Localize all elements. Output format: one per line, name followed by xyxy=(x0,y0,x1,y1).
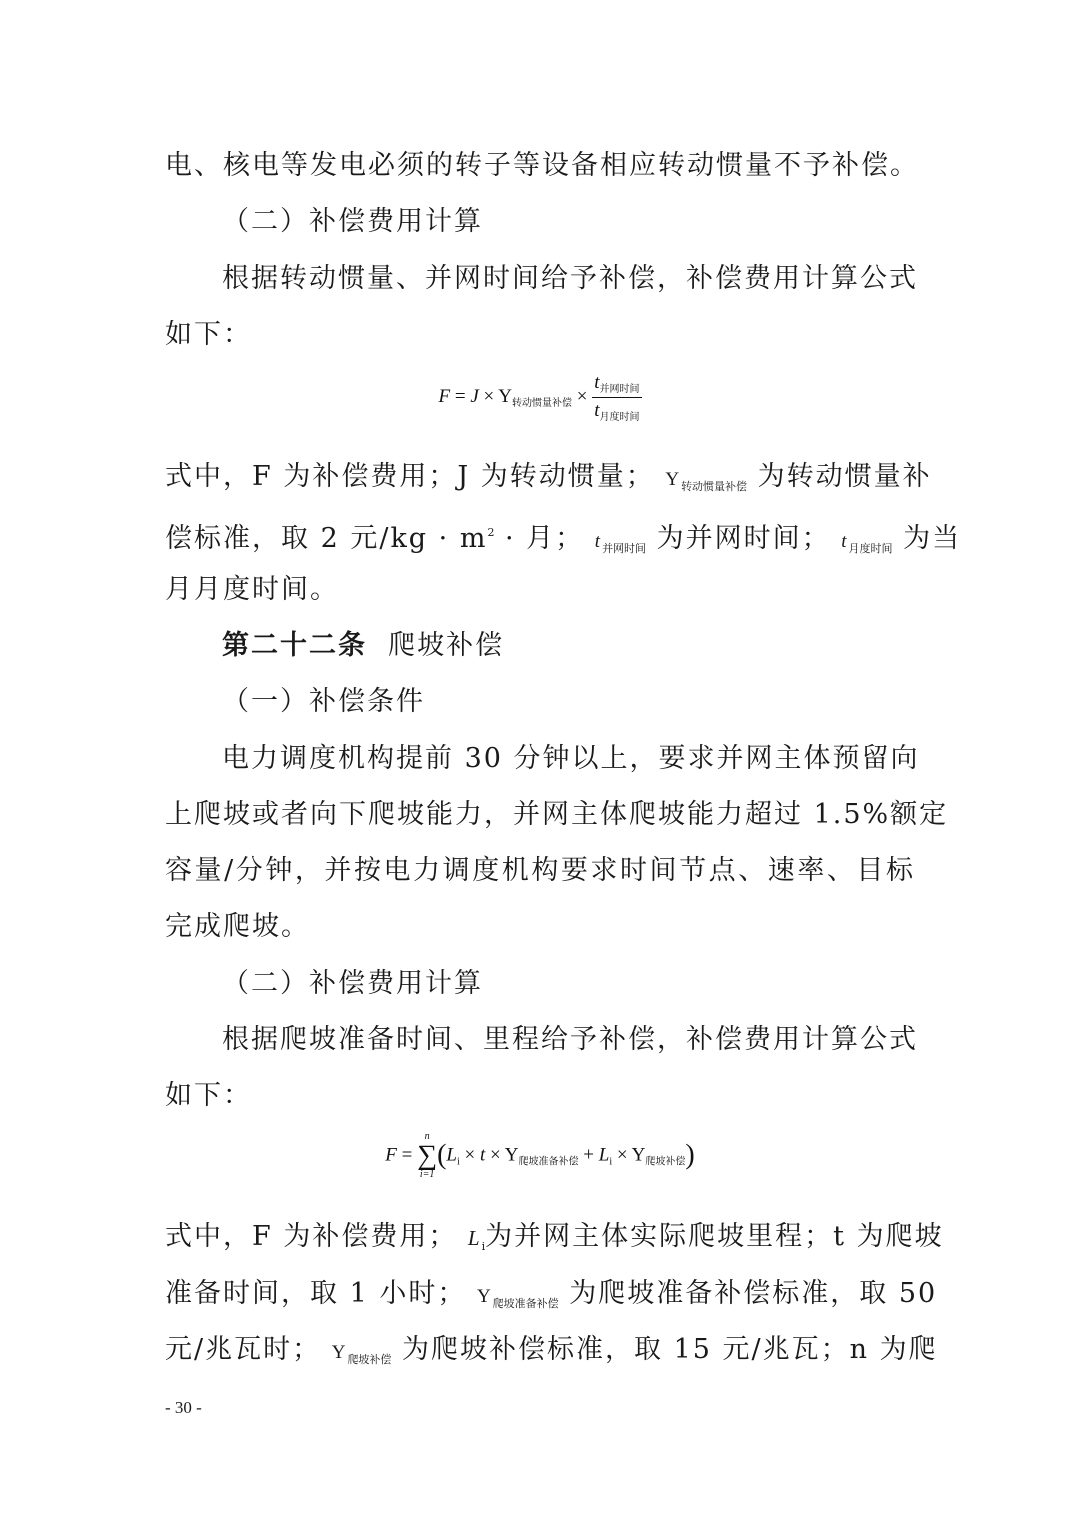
sigma-symbol: ∑ xyxy=(417,1140,438,1171)
superscript: 2 xyxy=(487,526,495,539)
formula-subscript: 转动惯量补偿 xyxy=(681,480,748,493)
formula-symbol: L xyxy=(598,1144,610,1166)
formula-operator: × xyxy=(459,1144,480,1166)
text-run: 元/兆瓦时； xyxy=(165,1334,322,1365)
formula-operator: × xyxy=(485,1144,505,1166)
text-run: · 月； xyxy=(494,523,585,554)
formula-fraction xyxy=(592,372,641,423)
formula-symbol: Y xyxy=(665,469,682,490)
formula-operator: + xyxy=(578,1144,599,1166)
text-run: 为爬坡准备补偿标准，取 50 xyxy=(569,1278,938,1309)
formula-symbol: t xyxy=(594,372,600,393)
paragraph-line xyxy=(165,515,962,567)
formula-subscript: 爬坡准备补偿 xyxy=(492,1297,559,1310)
formula-symbol: Y xyxy=(498,385,512,407)
formula-subscript: 月度时间 xyxy=(848,542,893,555)
text-run: 式中，F 为补偿费用； xyxy=(165,1221,458,1252)
paragraph-line: 根据转动惯量、并网时间给予补偿，补偿费用计算公式 xyxy=(222,263,918,294)
sum-upper-limit: n xyxy=(424,1131,430,1142)
section-heading: （二）补偿费用计算 xyxy=(222,968,483,999)
formula-operator: = xyxy=(396,1144,418,1166)
formula-symbol: t xyxy=(480,1144,486,1166)
formula-subscript: 月度时间 xyxy=(599,412,640,423)
section-heading: （二）补偿费用计算 xyxy=(222,206,483,237)
text-run: 偿标准，取 2 元/kg · m xyxy=(165,523,488,554)
text-run: 为并网主体实际爬坡里程；t 为爬坡 xyxy=(485,1221,944,1252)
formula-symbol: J xyxy=(470,385,479,407)
formula-subscript: i xyxy=(481,1240,486,1253)
paragraph-line xyxy=(165,1219,944,1265)
formula-symbol: t xyxy=(594,531,603,552)
text-run: 为转动惯量补 xyxy=(757,461,932,492)
formula-paren: ) xyxy=(685,1139,695,1171)
formula-symbol: L xyxy=(467,1226,482,1250)
formula-operator: × xyxy=(572,385,593,407)
formula-subscript: 并网时间 xyxy=(602,542,647,555)
formula-symbol: Y xyxy=(476,1286,493,1307)
paragraph-line: 电力调度机构提前 30 分钟以上，要求并网主体预留向 xyxy=(222,743,920,774)
formula-operator: = xyxy=(450,385,471,407)
paragraph-line: 月月度时间。 xyxy=(165,574,339,605)
text-run: 为当 xyxy=(903,523,962,554)
formula-subscript: 爬坡补偿 xyxy=(645,1156,686,1168)
formula-subscript: 爬坡准备补偿 xyxy=(518,1156,579,1168)
paragraph-line: 容量/分钟，并按电力调度机构要求时间节点、速率、目标 xyxy=(165,855,915,886)
formula-symbol: Y xyxy=(504,1144,519,1166)
formula-subscript: 爬坡补偿 xyxy=(347,1353,392,1366)
section-heading: （一）补偿条件 xyxy=(222,686,425,717)
formula-ramping xyxy=(0,1132,1080,1180)
text-run: 为爬坡补偿标准，取 15 元/兆瓦；n 为爬 xyxy=(402,1334,938,1365)
paragraph-line: 完成爬坡。 xyxy=(165,911,310,942)
text-run: 准备时间，取 1 小时； xyxy=(165,1278,467,1309)
text-run: 式中，F 为补偿费用；J 为转动惯量； xyxy=(165,461,655,492)
formula-operator: × xyxy=(478,385,499,407)
paragraph-line: 如下： xyxy=(165,1080,252,1111)
formula-symbol: Y xyxy=(331,1342,348,1363)
formula-paren: ( xyxy=(437,1139,447,1171)
formula-subscript: 并网时间 xyxy=(599,384,640,395)
sum-lower-limit: i=1 xyxy=(419,1169,435,1180)
paragraph-line xyxy=(165,459,932,505)
formula-symbol: F xyxy=(385,1144,397,1166)
paragraph-line: 根据爬坡准备时间、里程给予补偿，补偿费用计算公式 xyxy=(222,1024,918,1055)
article-number: 第二十二条 xyxy=(222,630,367,661)
formula-rotational-inertia xyxy=(0,372,1080,423)
article-title: 爬坡补偿 xyxy=(388,630,505,661)
formula-subscript: 转动惯量补偿 xyxy=(512,397,572,409)
summation xyxy=(417,1132,437,1180)
paragraph-line: 如下： xyxy=(165,319,252,350)
formula-symbol: F xyxy=(438,385,451,407)
formula-symbol: t xyxy=(594,400,600,421)
formula-symbol: t xyxy=(841,531,849,552)
text-run: 为并网时间； xyxy=(656,523,831,554)
formula-subscript: i xyxy=(457,1156,460,1168)
formula-symbol: Y xyxy=(631,1144,646,1166)
paragraph-line xyxy=(165,1332,938,1378)
page-number: - 30 - xyxy=(165,1398,202,1417)
paragraph-line: 电、核电等发电必须的转子等设备相应转动惯量不予补偿。 xyxy=(165,150,919,181)
formula-subscript: i xyxy=(609,1156,613,1168)
formula-symbol: L xyxy=(446,1144,457,1166)
paragraph-line xyxy=(165,1276,938,1322)
paragraph-line: 上爬坡或者向下爬坡能力，并网主体爬坡能力超过 1.5%额定 xyxy=(165,799,949,830)
formula-operator: × xyxy=(612,1144,632,1166)
article-heading xyxy=(222,628,915,664)
